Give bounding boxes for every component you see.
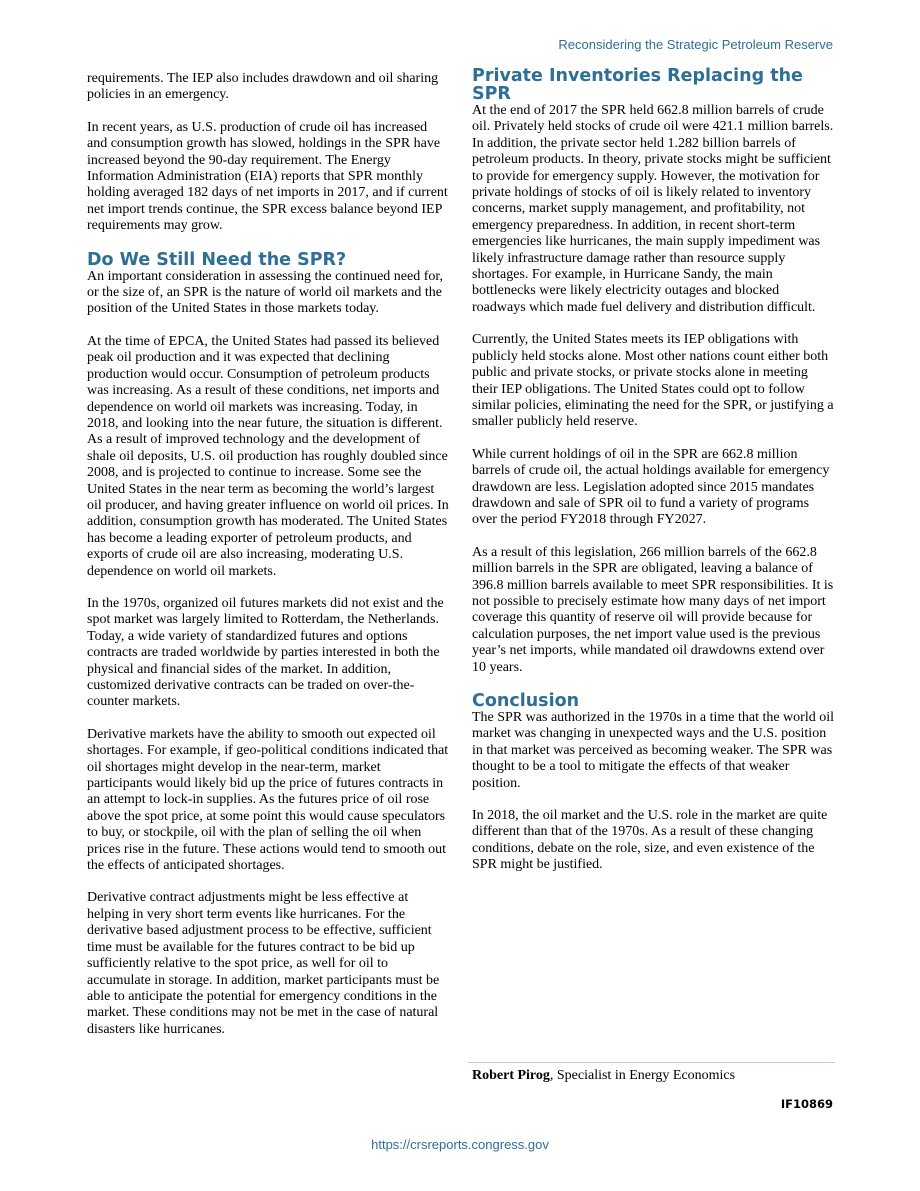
section-heading-need-spr: Do We Still Need the SPR? [87,249,347,270]
paragraph: In the 1970s, organized oil futures markets did not exist and the spot market was largely limited to Rotterdam, the Netherlands. Today, a wide variety of standardized futures and options contracts are traded worldwide by parties interested in both the physical and financial sides of the market. In addition, customized derivative contracts can be traded on over-the-counter markets. [87,595,444,710]
paragraph: requirements. The IEP also includes drawdown and oil sharing policies in an emergency. [87,71,439,103]
footer-url[interactable]: https://crsreports.congress.gov [371,1137,549,1152]
paragraph: While current holdings of oil in the SPR are 662.8 million barrels of crude oil, the actual holdings available for emergency drawdown are less. Legislation adopted since 2015 mandates drawdown and sale of SPR oil to fund a variety of programs over the period FY2018 through FY2027. [472,446,830,528]
author-name: Robert Pirog [472,1068,550,1083]
paragraph: Derivative contract adjustments might be less effective at helping in very short term events like hurricanes. For the derivative based adjustment process to be effective, sufficient time must be available for the futures contract to be bid up sufficiently relative to the spot price, as well for oil to accumulate in storage. In addition, market participants must be able to anticipate the potential for emergency conditions in the market. These conditions may not be met in the case of natural disasters like hurricanes. [87,890,440,1037]
paragraph: Currently, the United States meets its IEP obligations with publicly held stocks alone. Most other nations count either both public and private stocks, or private stocks alone in meeting their IEP obligations. The United States could opt to follow similar policies, eliminating the need for the SPR, or justifying a smaller publicly held reserve. [472,332,834,430]
paragraph: In recent years, as U.S. production of crude oil has increased and consumption growth has slowed, holdings in the SPR have increased beyond the 90-day requirement. The Energy Information Administration (EIA) reports that SPR monthly holding averaged 182 days of net imports in 2017, and if current net import trends continue, the SPR excess balance beyond IEP requirements may grow. [87,119,448,234]
author-title: , Specialist in Energy Economics [549,1068,736,1083]
paragraph: The SPR was authorized in the 1970s in a time that the world oil market was changing in unexpected ways and the U.S. position in that market was perceived as becoming weaker. The SPR was thought to be a tool to mitigate the effects of that weaker position. [472,710,834,791]
running-header: Reconsidering the Strategic Petroleum Reserve [558,37,833,52]
right-column [472,66,834,890]
paragraph: At the time of EPCA, the United States had passed its believed peak oil production and it was expected that declining production would occur. Consumption of petroleum products was increasing. As a result of these conditions, net imports and dependence on world oil markets was increasing. Today, in 2018, and looking into the near future, the situation is different. As a result of improved technology and the development of shale oil deposits, U.S. oil production has roughly doubled since 2008, and is projected to continue to increase. Some see the United States in the near term as becoming the world’s largest oil producer, and having greater influence on world oil prices. In addition, consumption growth has moderated. The United States has become a leading exporter of petroleum products, and exports of crude oil are also increasing, moderating U.S. dependence on world oil markets. [87,333,449,579]
paragraph: As a result of this legislation, 266 million barrels of the 662.8 million barrels in the SPR are obligated, leaving a balance of 396.8 million barrels available to meet SPR responsibilities. It is not possible to precisely estimate how many days of net import coverage this quantity of reserve oil will provide because for calculation purposes, the net import value used is the previous year’s net imports, while mandated oil drawdowns extend over 10 years. [472,544,834,675]
paragraph: An important consideration in assessing the continued need for, or the size of, an SPR is the nature of world oil markets and the position of the United States in those markets today. [87,268,443,317]
paragraph: In 2018, the oil market and the U.S. role in the market are quite different than that of the 1970s. As a result of these changing conditions, debate on the role, size, and even existence of the SPR might be justified. [472,808,828,873]
left-column [87,71,449,1054]
paragraph: At the end of 2017 the SPR held 662.8 million barrels of crude oil. Privately held stocks of crude oil were 421.1 million barrels. In addition, the private sector held 1.282 billion barrels of petroleum products. In theory, private stocks might be sufficient to provide for emergency supply. However, the motivation for private holdings of stocks of oil is likely related to inventory concerns, market supply management, and profitability, not emergency preparedness. In addition, in recent short-term emergencies like hurricanes, the main supply impediment was likely infrastructure damage rather than resource supply shortages. For example, in Hurricane Sandy, the main bottlenecks were likely electricity outages and blocked roadways which made fuel delivery and distribution difficult. [472,103,834,315]
section-heading-private-inventories: Private Inventories Replacing the SPR [472,66,803,104]
author-line [472,1068,735,1084]
author-divider [468,1062,835,1063]
document-id: IF10869 [780,1097,833,1111]
paragraph: Derivative markets have the ability to smooth out expected oil shortages. For example, if geo-political conditions indicated that oil shortages might develop in the near-term, market participants would likely bid up the price of futures contracts in an attempt to lock-in supplies. As the futures price of oil rose above the spot price, at some point this would cause speculators to buy, or stockpile, oil with the plan of selling the oil when prices rise in the future. These actions would tend to smooth out the effects of anticipated shortages. [87,726,449,874]
section-heading-conclusion: Conclusion [472,691,580,711]
